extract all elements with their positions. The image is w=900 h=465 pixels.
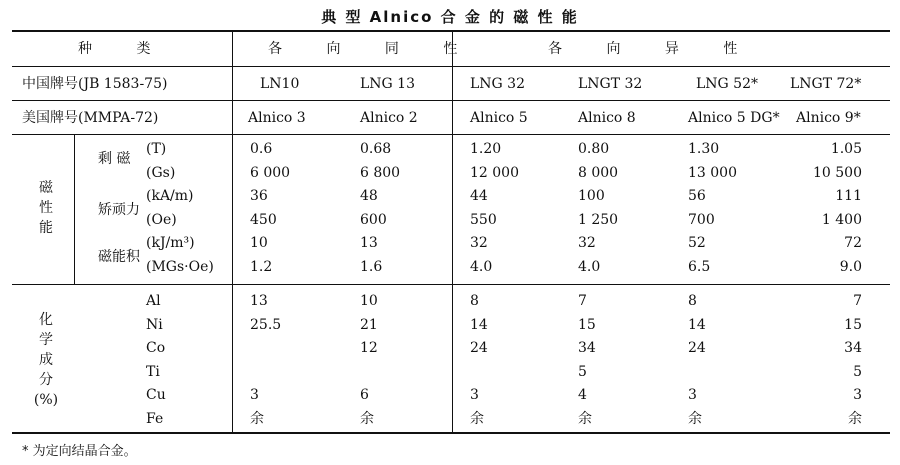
grade-rule (12, 100, 890, 101)
magnetic-value-cell: 44 (470, 188, 488, 204)
us-cell: Alnico 9* (796, 110, 861, 126)
grade-cell: LNGT 32 (578, 76, 643, 92)
magnetic-value-cell: 0.6 (250, 141, 273, 157)
magnetic-unit: (Oe) (146, 212, 177, 228)
composition-value-cell: 3 (853, 387, 862, 403)
header-category: 种 类 (78, 41, 171, 57)
magnetic-group-label (36, 178, 56, 238)
magnetic-value-cell: 1.6 (360, 259, 383, 275)
us-cell: Alnico 5 DG* (688, 110, 780, 126)
us-cell: Alnico 2 (360, 110, 418, 126)
magnetic-value-cell: 6 800 (360, 165, 401, 181)
composition-group-label (32, 310, 60, 410)
magnetic-unit: (kA/m) (146, 188, 194, 204)
composition-value-cell: 34 (844, 340, 862, 356)
magnetic-rule (12, 284, 890, 285)
magnetic-value-cell: 0.68 (360, 141, 392, 157)
us-cell: Alnico 5 (470, 110, 528, 126)
magnetic-value-cell: 1.30 (688, 141, 720, 157)
bottom-rule (12, 432, 890, 434)
group-label-char: 能 (39, 220, 53, 236)
col-rule-2 (452, 30, 453, 434)
magnetic-value-cell: 550 (470, 212, 497, 228)
top-rule (12, 30, 890, 32)
col-rule-1 (232, 30, 233, 434)
composition-value-cell: 10 (360, 293, 378, 309)
us-cell: Alnico 8 (578, 110, 636, 126)
magnetic-value-cell: 100 (578, 188, 605, 204)
magnetic-value-cell: 13 (360, 235, 378, 251)
composition-element: Al (146, 293, 161, 309)
magnetic-value-cell: 4.0 (470, 259, 493, 275)
composition-element: Cu (146, 387, 166, 403)
composition-value-cell: 5 (578, 364, 587, 380)
composition-value-cell: 15 (844, 317, 862, 333)
header-anisotropic: 各 向 异 性 (548, 41, 758, 57)
magnetic-property-name: 磁能积 (98, 249, 140, 265)
grade-cell: LNG 32 (470, 76, 525, 92)
table-title: 典 型 Alnico 合 金 的 磁 性 能 (321, 8, 579, 26)
composition-element: Ti (146, 364, 160, 380)
composition-value-cell: 8 (470, 293, 479, 309)
magnetic-value-cell: 32 (470, 235, 488, 251)
magnetic-value-cell: 56 (688, 188, 706, 204)
composition-value-cell: 15 (578, 317, 596, 333)
grade-cell: LNGT 72* (790, 76, 862, 92)
composition-value-cell: 24 (470, 340, 488, 356)
group-label-char: 成 (39, 352, 53, 368)
grade-cell: LNG 52* (696, 76, 758, 92)
magnetic-value-cell: 48 (360, 188, 378, 204)
grade-row-label: 中国牌号(JB 1583-75) (22, 76, 168, 92)
magnetic-value-cell: 1.2 (250, 259, 273, 275)
composition-value-cell: 余 (578, 411, 592, 427)
composition-value-cell: 7 (853, 293, 862, 309)
composition-value-cell: 3 (688, 387, 697, 403)
group-label-unit: (%) (33, 392, 59, 408)
us-rule (12, 134, 890, 135)
magnetic-value-cell: 0.80 (578, 141, 610, 157)
magnetic-value-cell: 72 (844, 235, 862, 251)
magnetic-value-cell: 36 (250, 188, 268, 204)
group-label-char: 化 (39, 312, 53, 328)
composition-value-cell: 7 (578, 293, 587, 309)
composition-element: Ni (146, 317, 163, 333)
composition-value-cell: 余 (848, 411, 862, 427)
magnetic-value-cell: 6 000 (250, 165, 291, 181)
header-rule (12, 66, 890, 67)
magnetic-value-cell: 10 (250, 235, 268, 251)
composition-value-cell: 12 (360, 340, 378, 356)
group-label-char: 性 (39, 200, 53, 216)
group-label-char: 分 (39, 372, 53, 388)
composition-value-cell: 25.5 (250, 317, 282, 333)
magnetic-value-cell: 32 (578, 235, 596, 251)
composition-value-cell: 24 (688, 340, 706, 356)
magnetic-value-cell: 1.05 (830, 141, 862, 157)
magnetic-property-name: 矫顽力 (98, 202, 140, 218)
magnetic-value-cell: 10 500 (813, 165, 862, 181)
magnetic-value-cell: 1 250 (578, 212, 619, 228)
magnetic-unit: (T) (146, 141, 167, 157)
magnetic-value-cell: 450 (250, 212, 277, 228)
composition-value-cell: 14 (470, 317, 488, 333)
group-label-char: 磁 (39, 180, 53, 196)
composition-value-cell: 8 (688, 293, 697, 309)
magnetic-value-cell: 111 (835, 188, 862, 204)
composition-element: Co (146, 340, 166, 356)
composition-value-cell: 3 (470, 387, 479, 403)
composition-value-cell: 3 (250, 387, 259, 403)
us-cell: Alnico 3 (248, 110, 306, 126)
composition-value-cell: 34 (578, 340, 596, 356)
magnetic-value-cell: 1 400 (821, 212, 862, 228)
composition-value-cell: 14 (688, 317, 706, 333)
grade-cell: LNG 13 (360, 76, 415, 92)
composition-element: Fe (146, 411, 164, 427)
magnetic-value-cell: 1.20 (470, 141, 502, 157)
composition-value-cell: 余 (250, 411, 264, 427)
magnetic-value-cell: 9.0 (839, 259, 862, 275)
composition-value-cell: 13 (250, 293, 268, 309)
footnote: * 为定向结晶合金。 (22, 444, 137, 459)
composition-value-cell: 余 (470, 411, 484, 427)
composition-value-cell: 4 (578, 387, 587, 403)
magnetic-unit: (MGs·Oe) (146, 259, 214, 275)
magnetic-property-name: 剩 磁 (98, 151, 131, 167)
magnetic-value-cell: 12 000 (470, 165, 519, 181)
magnetic-value-cell: 8 000 (578, 165, 619, 181)
us-row-label: 美国牌号(MMPA-72) (22, 110, 159, 126)
composition-value-cell: 5 (853, 364, 862, 380)
magnetic-value-cell: 700 (688, 212, 715, 228)
magnetic-value-cell: 13 000 (688, 165, 737, 181)
grade-cell: LN10 (260, 76, 300, 92)
group-label-char: 学 (39, 332, 53, 348)
composition-value-cell: 6 (360, 387, 369, 403)
magnetic-value-cell: 52 (688, 235, 706, 251)
magnetic-unit: (kJ/m³) (146, 235, 195, 251)
group-rule (74, 134, 75, 284)
composition-value-cell: 余 (360, 411, 374, 427)
header-isotropic: 各 向 同 性 (268, 41, 478, 57)
composition-value-cell: 余 (688, 411, 702, 427)
composition-value-cell: 21 (360, 317, 378, 333)
magnetic-value-cell: 6.5 (688, 259, 711, 275)
magnetic-value-cell: 600 (360, 212, 387, 228)
magnetic-unit: (Gs) (146, 165, 176, 181)
magnetic-value-cell: 4.0 (578, 259, 601, 275)
